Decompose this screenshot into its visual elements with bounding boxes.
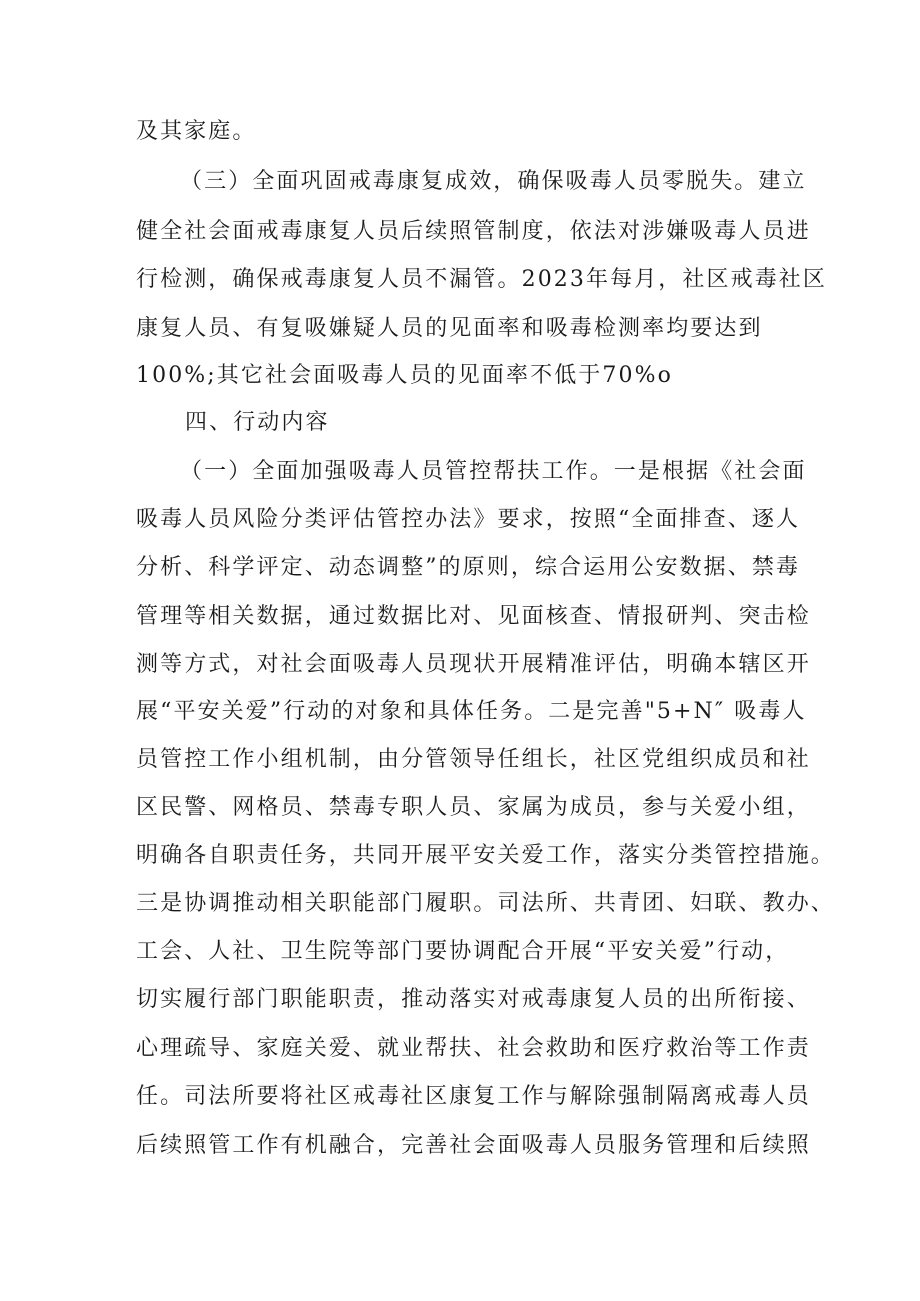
paragraph-start-line: （三）全面巩固戒毒康复成效，确保吸毒人员零脱失。建立 [180,169,807,194]
body-text-line: 及其家庭。 [136,119,257,144]
body-text-line: 三是协调推动相关职能部门履职。司法所、共青团、妇联、教办、 [136,891,835,916]
paragraph-start-line: （一）全面加强吸毒人员管控帮扶工作。一是根据《社会面 [180,459,807,484]
body-text-line: 区民警、网格员、禁毒专职人员、家属为成员，参与关爱小组， [136,795,811,820]
body-text-line: 明确各自职责任务，共同开展平安关爱工作，落实分类管控措施。 [136,843,835,868]
body-text-line: 分析、科学评定、动态调整”的原则，综合运用公安数据、禁毒 [136,555,801,580]
body-text-line: 吸毒人员风险分类评估管控办法》要求，按照“全面排查、逐人 [136,507,801,532]
body-text-line: 100%;其它社会面吸毒人员的见面率不低于70%o [136,363,673,388]
body-text-line: 测等方式，对社会面吸毒人员现状开展精准评估，明确本辖区开 [136,652,811,677]
body-text-line: 任。司法所要将社区戒毒社区康复工作与解除强制隔离戒毒人员 [136,1084,811,1109]
section-heading: 四、行动内容 [185,410,330,435]
body-text-line: 切实履行部门职能职责，推动落实对戒毒康复人员的出所衔接、 [136,987,811,1012]
body-text-line: 健全社会面戒毒康复人员后续照管制度，依法对涉嫌吸毒人员进 [136,219,811,244]
body-text-line: 康复人员、有复吸嫌疑人员的见面率和吸毒检测率均要达到 [136,316,763,341]
body-text-line: 行检测，确保戒毒康复人员不漏管。2023年每月，社区戒毒社区 [136,267,827,292]
body-text-line: 心理疏导、家庭关爱、就业帮扶、社会救助和医疗救治等工作责 [136,1036,811,1061]
body-text-line: 后续照管工作有机融合，完善社会面吸毒人员服务管理和后续照 [136,1133,811,1158]
body-text-line: 管理等相关数据，通过数据比对、见面核查、情报研判、突击检 [136,604,811,629]
body-text-line: 员管控工作小组机制，由分管领导任组长，社区党组织成员和社 [136,747,811,772]
body-text-line: 工会、人社、卫生院等部门要协调配合开展“平安关爱”行动， [136,939,790,964]
body-text-line: 展“平安关爱”行动的对象和具体任务。二是完善"5+N″ 吸毒人 [136,699,807,724]
